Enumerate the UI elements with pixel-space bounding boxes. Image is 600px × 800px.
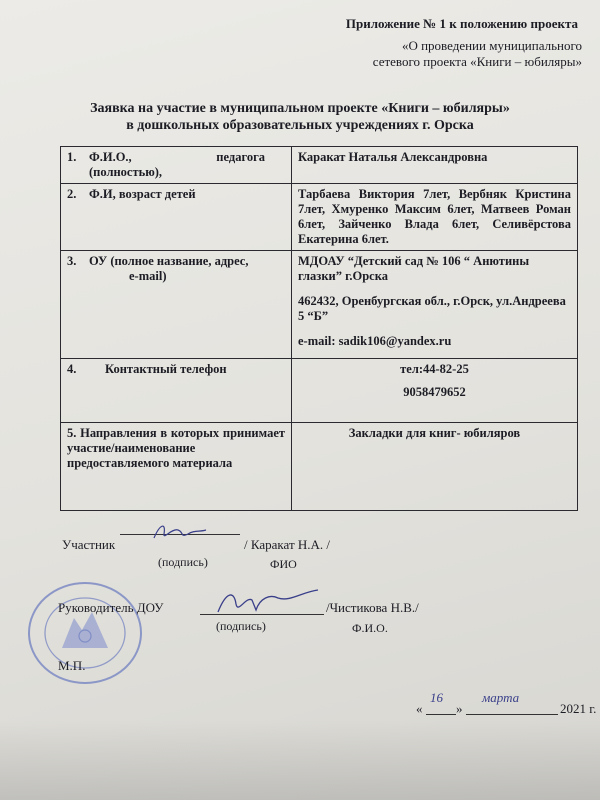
row-value: Тарбаева Виктория 7лет, Вербняк Кристина 7лет, Хмуренко Максим 6лет, Матвеев Роман 6лет, Зайченко Влада 6лет, Селивёрстова Екатерина 6лет. xyxy=(298,187,571,246)
table-row xyxy=(61,359,578,423)
row-number: 3. xyxy=(67,254,77,268)
row-value: тел:44-82-25 xyxy=(400,362,469,376)
row-value: МДОАУ “Детский сад № 106 “ Анютины глазки” г.Орска xyxy=(298,254,530,283)
row-value: Закладки для книг- юбиляров xyxy=(348,426,521,440)
page-shadow xyxy=(0,720,600,800)
row-value-cell xyxy=(292,359,578,423)
row-number: 1. xyxy=(67,150,77,164)
document-title-line1: Заявка на участие в муниципальном проекте «Книги – юбиляры» xyxy=(90,101,510,116)
row-value-cell xyxy=(292,147,578,184)
row-value-cell xyxy=(292,423,578,511)
participant-fio-caption: ФИО xyxy=(270,557,297,571)
row-number: 5. xyxy=(67,426,77,440)
row-label-cell xyxy=(61,423,292,511)
row-label: Ф.И, возраст детей xyxy=(89,187,196,201)
head-fio-caption: Ф.И.О. xyxy=(352,621,388,635)
appendix-heading: Приложение № 1 к положению проекта xyxy=(345,16,578,31)
table-row xyxy=(61,251,578,359)
participant-label: Участник xyxy=(62,537,116,552)
row-label-cell xyxy=(61,147,292,184)
row-label-cell xyxy=(61,251,292,359)
row-value: 462432, Оренбургская обл., г.Орск, ул.Андреева 5 “Б” xyxy=(298,294,566,323)
head-name: /Чистикова Н.В./ xyxy=(326,600,419,615)
appendix-line3: сетевого проекта «Книги – юбиляры» xyxy=(372,54,582,69)
participant-signature-scribble xyxy=(150,520,210,544)
row-value-cell xyxy=(292,251,578,359)
application-table xyxy=(60,146,578,511)
head-signature-scribble xyxy=(212,586,322,620)
document-title-line2: в дошкольных образовательных учреждениях г. Орска xyxy=(126,118,474,133)
date-day-line xyxy=(426,714,456,715)
stamp-place: М.П. xyxy=(58,658,86,673)
head-label: Руководитель ДОУ xyxy=(58,600,164,615)
date-day: 16 xyxy=(430,690,443,705)
row-label: (полностью), xyxy=(89,165,163,179)
row-value-cell xyxy=(292,184,578,251)
row-label: Ф.И.О., педагога xyxy=(89,150,265,164)
table-row xyxy=(61,147,578,184)
row-label: Контактный телефон xyxy=(105,362,227,376)
row-label: Направления в которых принимает участие/наименование предоставляемого материала xyxy=(67,426,286,470)
date-close-quote: » xyxy=(456,701,463,716)
row-number: 2. xyxy=(67,187,77,201)
row-label-cell xyxy=(61,359,292,423)
date-open-quote: « xyxy=(416,701,423,716)
date-year: 2021 г. xyxy=(560,701,597,716)
row-value: Каракат Наталья Александровна xyxy=(298,150,488,164)
appendix-line2: «О проведении муниципального xyxy=(401,38,582,53)
participant-sign-caption: (подпись) xyxy=(158,555,208,569)
participant-name: / Каракат Н.А. / xyxy=(244,537,331,552)
table-row xyxy=(61,423,578,511)
head-sign-caption: (подпись) xyxy=(216,619,266,633)
row-label: ОУ (полное название, адрес, xyxy=(89,254,249,268)
row-label-cell xyxy=(61,184,292,251)
row-value: 9058479652 xyxy=(403,385,466,399)
table-row xyxy=(61,184,578,251)
row-number: 4. xyxy=(67,362,77,376)
row-value: e-mail: sadik106@yandex.ru xyxy=(298,334,452,348)
date-month: марта xyxy=(482,690,520,705)
date-month-line xyxy=(466,714,558,715)
row-label: e-mail) xyxy=(129,269,167,283)
